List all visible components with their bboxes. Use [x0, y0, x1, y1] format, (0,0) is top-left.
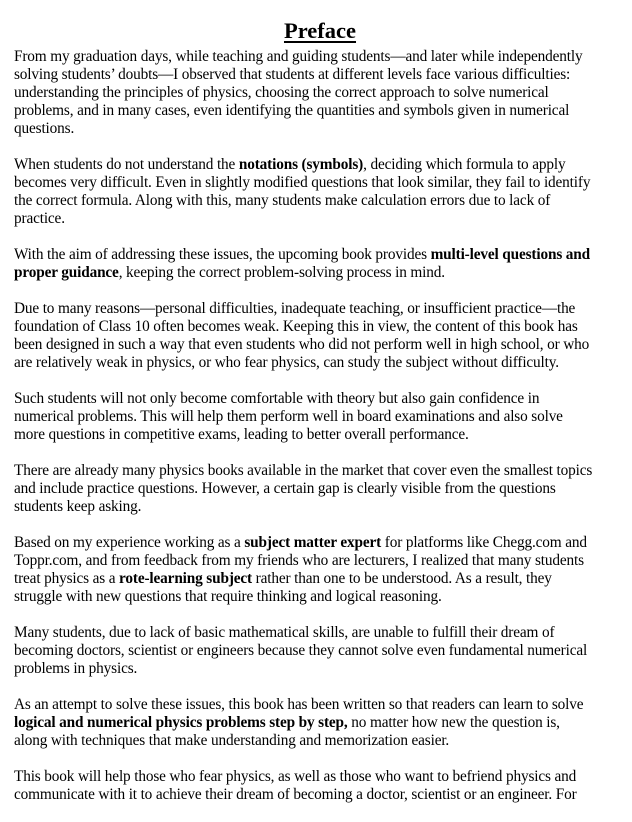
text-line — [14, 534, 632, 552]
bold-phrase: proper guidance — [14, 264, 119, 281]
text-segment: for platforms like Chegg.com and — [381, 534, 587, 551]
text-segment: This book will help those who fear physics, as well as those who want to befriend physics and — [14, 768, 577, 785]
text-segment: students keep asking. — [14, 498, 142, 515]
text-segment: There are already many physics books available in the market that cover even the smallest topics — [14, 462, 593, 479]
text-segment: solving students’ doubts—I observed that students at different levels face various difficulties: — [14, 66, 571, 83]
text-line — [14, 156, 632, 174]
text-line — [14, 174, 632, 192]
text-segment: been designed in such a way that even students who did not perform well in high school, or who — [14, 336, 590, 353]
text-segment: communicate with it to achieve their dream of becoming a doctor, scientist or an engineer. For — [14, 786, 577, 803]
text-line — [14, 66, 632, 84]
text-line — [14, 336, 632, 354]
text-segment: treat physics as a — [14, 570, 120, 587]
text-line — [14, 624, 632, 642]
text-line — [14, 426, 632, 444]
bold-phrase: rote-learning subject — [119, 570, 252, 587]
text-line — [14, 120, 632, 138]
text-line — [14, 48, 632, 66]
paragraph-4 — [14, 300, 632, 372]
text-segment: becoming doctors, scientist or engineers because they cannot solve even fundamental numerical — [14, 642, 588, 659]
text-segment: numerical problems. This will help them perform well in board examinations and also solve — [14, 408, 563, 425]
text-line — [14, 408, 632, 426]
paragraph-1 — [14, 48, 632, 138]
text-line — [14, 768, 632, 786]
text-segment: Due to many reasons—personal difficulties, inadequate teaching, or insufficient practice—the — [14, 300, 576, 317]
text-line — [14, 264, 632, 282]
paragraph-2 — [14, 156, 632, 228]
text-segment: are relatively weak in physics, or who fear physics, can study the subject without difficulty. — [14, 354, 559, 371]
text-segment: questions. — [14, 120, 75, 137]
text-segment: Based on my experience working as a — [14, 534, 245, 551]
text-line — [14, 192, 632, 210]
text-line — [14, 732, 632, 750]
text-segment: As an attempt to solve these issues, this book has been written so that readers can learn to solve — [14, 696, 584, 713]
text-segment: understanding the principles of physics, choosing the correct approach to solve numerical — [14, 84, 549, 101]
bold-phrase: notations (symbols) — [238, 156, 364, 173]
text-line — [14, 102, 632, 120]
text-segment: and include practice questions. However, a certain gap is clearly visible from the questions — [14, 480, 556, 497]
text-segment: With the aim of addressing these issues, the upcoming book provides — [14, 246, 431, 263]
bold-phrase: subject matter expert — [244, 534, 382, 551]
text-segment: Such students will not only become comfortable with theory but also gain confidence in — [14, 390, 540, 407]
text-segment: along with techniques that make understanding and memorization easier. — [14, 732, 450, 749]
page-title: Preface — [283, 18, 357, 44]
paragraph-9 — [14, 696, 632, 750]
text-segment: the correct formula. Along with this, many students make calculation errors due to lack of — [14, 192, 551, 209]
bold-phrase: multi-level questions and — [430, 246, 591, 263]
text-line — [14, 318, 632, 336]
text-line — [14, 246, 632, 264]
text-segment: foundation of Class 10 often becomes weak. Keeping this in view, the content of this book has — [14, 318, 578, 335]
paragraph-5 — [14, 390, 632, 444]
bold-phrase: logical and numerical physics problems step by step, — [14, 714, 348, 731]
paragraph-6 — [14, 462, 632, 516]
text-segment: problems, and in many cases, even identifying the quantities and symbols given in numerical — [14, 102, 570, 119]
text-line — [14, 642, 632, 660]
text-segment: rather than one to be understood. As a result, they — [252, 570, 552, 587]
text-line — [14, 570, 632, 588]
text-line — [14, 300, 632, 318]
text-segment: problems in physics. — [14, 660, 138, 677]
text-line — [14, 552, 632, 570]
paragraph-8 — [14, 624, 632, 678]
text-segment: struggle with new questions that require thinking and logical reasoning. — [14, 588, 442, 605]
text-line — [14, 84, 632, 102]
text-segment: From my graduation days, while teaching and guiding students—and later while independently — [14, 48, 583, 65]
text-line — [14, 696, 632, 714]
text-line — [14, 588, 632, 606]
text-line — [14, 210, 632, 228]
paragraph-10 — [14, 768, 632, 804]
text-line — [14, 714, 632, 732]
text-segment: When students do not understand the — [14, 156, 239, 173]
text-segment: , deciding which formula to apply — [363, 156, 566, 173]
preface-body — [14, 48, 632, 822]
text-segment: , keeping the correct problem-solving process in mind. — [118, 264, 445, 281]
text-segment: no matter how new the question is, — [347, 714, 560, 731]
text-line — [14, 498, 632, 516]
paragraph-3 — [14, 246, 632, 282]
text-segment: Many students, due to lack of basic mathematical skills, are unable to fulfill their dream of — [14, 624, 555, 641]
text-segment: practice. — [14, 210, 65, 227]
paragraph-7 — [14, 534, 632, 606]
text-segment: Toppr.com, and from feedback from my friends who are lecturers, I realized that many students — [14, 552, 584, 569]
text-line — [14, 786, 632, 804]
text-line — [14, 354, 632, 372]
text-segment: more questions in competitive exams, leading to better overall performance. — [14, 426, 469, 443]
text-line — [14, 480, 632, 498]
text-line — [14, 390, 632, 408]
text-line — [14, 462, 632, 480]
text-segment: becomes very difficult. Even in slightly modified questions that look similar, they fail to identify — [14, 174, 591, 191]
text-line — [14, 660, 632, 678]
